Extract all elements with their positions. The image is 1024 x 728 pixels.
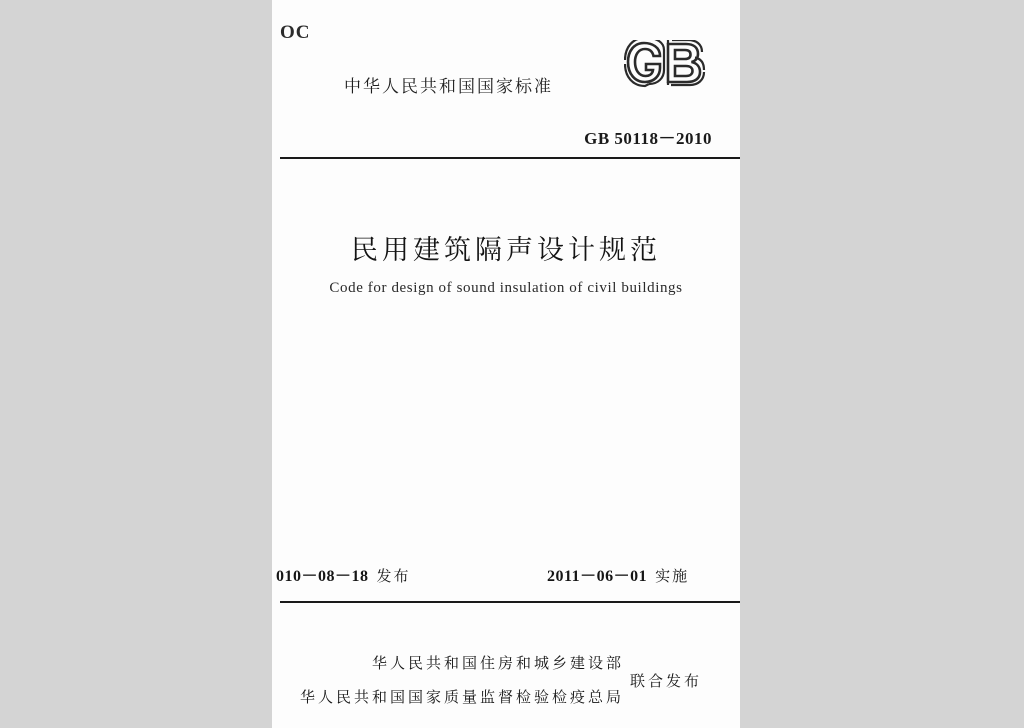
header-divider <box>280 157 740 159</box>
effective-date-label: 实施 <box>655 567 690 585</box>
effective-date <box>547 563 689 586</box>
joint-issue-label: 联合发布 <box>630 672 703 690</box>
gb-logo-icon <box>624 40 720 104</box>
issue-date-label: 发布 <box>376 567 411 585</box>
issue-date-value: 010－08－18 <box>276 568 369 585</box>
dates-row <box>272 563 740 589</box>
document-title-chinese: 民用建筑隔声设计规范 <box>351 235 661 266</box>
document-header <box>272 64 740 114</box>
standard-number: GB 50118－2010 <box>584 129 712 148</box>
issuer-line-1: 华人民共和国住房和城乡建设部 <box>371 654 624 672</box>
doc-code-text: OC <box>280 22 311 43</box>
effective-date-value: 2011－06－01 <box>547 568 648 585</box>
document-title-english: Code for design of sound insulation of civil buildings <box>329 280 683 296</box>
document-page <box>272 0 740 728</box>
issuers-block <box>272 640 740 710</box>
issuer-line-2: 华人民共和国国家质量监督检验检疫总局 <box>299 688 624 706</box>
national-standard-label: 中华人民共和国国家标准 <box>344 77 553 97</box>
footer-divider <box>280 601 740 603</box>
issue-date <box>276 563 411 586</box>
